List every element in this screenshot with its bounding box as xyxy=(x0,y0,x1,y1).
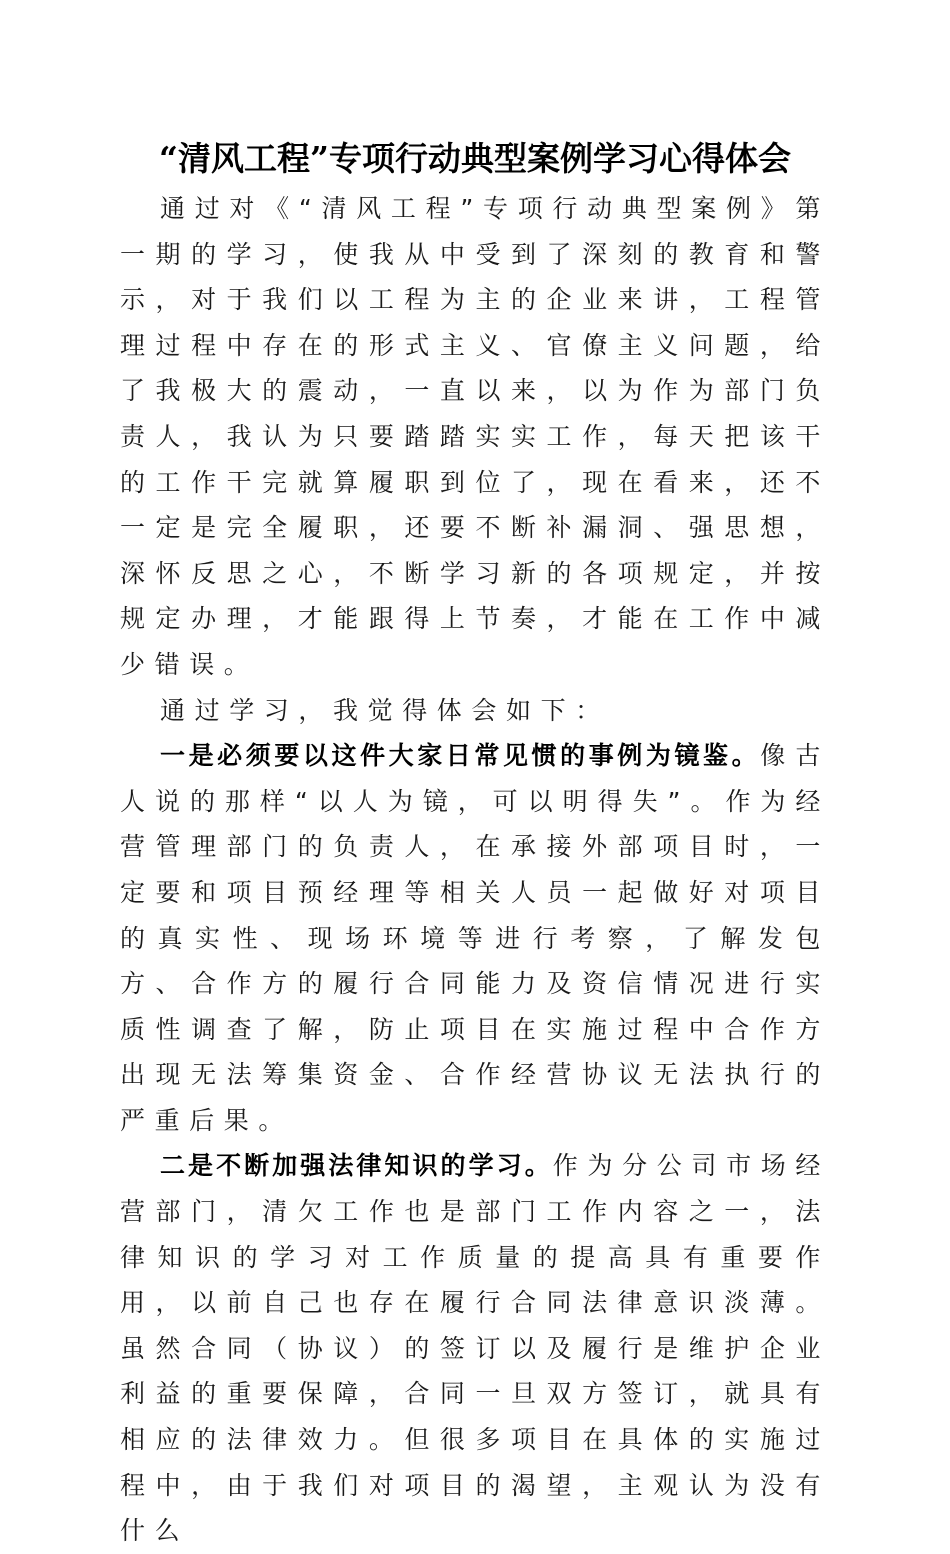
document-body xyxy=(120,186,830,1554)
paragraph-lead: 一是必须要以这件大家日常见惯的事例为镜鉴。 xyxy=(160,741,761,771)
paragraph-text: 作为分公司市场经营部门，清欠工作也是部门工作内容之一，法律知识的学习对工作质量的提高具有重要作用，以前自己也存在履行合同法律意识淡薄。虽然合同（协议）的签订以及履行是维护企业利益的重要保障，合同一旦双方签订，就具有相应的法律效力。但很多项目在具体的实施过程中，由于我们对项目的渴望，主观认为没有什么 xyxy=(120,1151,830,1546)
paragraph-point-one xyxy=(120,733,830,1143)
paragraph-text: 通过学习，我觉得体会如下： xyxy=(160,695,610,725)
paragraph-intro xyxy=(120,186,830,688)
paragraph-point-two xyxy=(120,1143,830,1553)
paragraph-text: 像古人说的那样“以人为镜，可以明得失”。作为经营管理部门的负责人，在承接外部项目时，一定要和项目预经理等相关人员一起做好对项目的真实性、现场环境等进行考察，了解发包方、合作方的履行合同能力及资信情况进行实质性调查了解，防止项目在实施过程中合作方出现无法筹集资金、合作经营协议无法执行的严重后果。 xyxy=(120,741,830,1135)
document-title: “清风工程”专项行动典型案例学习心得体会 xyxy=(159,139,791,178)
paragraph-summary-intro xyxy=(120,688,830,734)
paragraph-lead: 二是不断加强法律知识的学习。 xyxy=(160,1151,553,1181)
paragraph-text: 通过对《“清风工程”专项行动典型案例》第一期的学习，使我从中受到了深刻的教育和警示，对于我们以工程为主的企业来讲，工程管理过程中存在的形式主义、官僚主义问题，给了我极大的震动，一直以来，以为作为部门负责人，我认为只要踏踏实实工作，每天把该干的工作干完就算履职到位了，现在看来，还不一定是完全履职，还要不断补漏洞、强思想，深怀反思之心，不断学习新的各项规定，并按规定办理，才能跟得上节奏，才能在工作中减少错误。 xyxy=(120,194,830,679)
